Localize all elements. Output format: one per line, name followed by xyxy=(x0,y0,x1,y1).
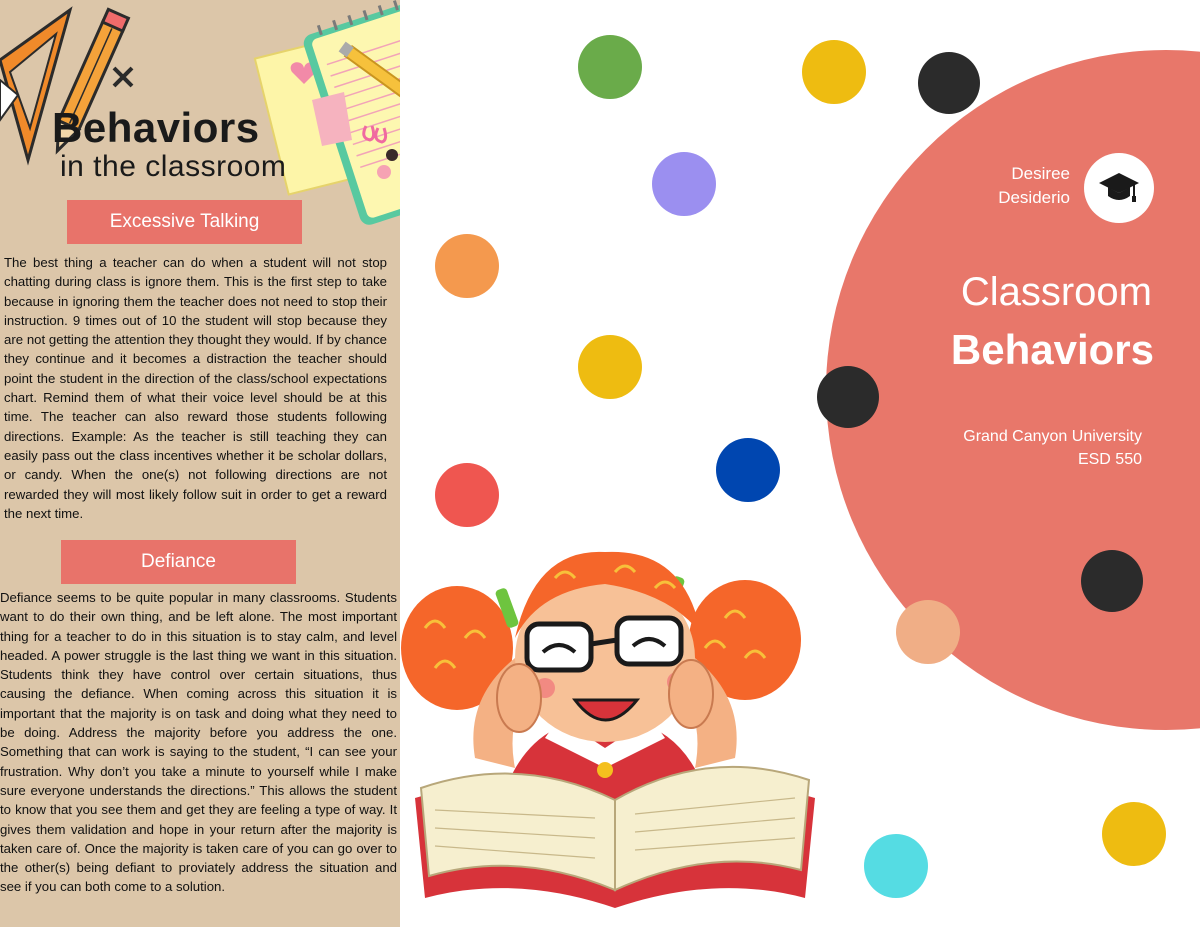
defiance-heading: Defiance xyxy=(61,540,296,584)
panel-subtitle: in the classroom xyxy=(60,150,287,183)
red-dot xyxy=(435,463,499,527)
cover-circle xyxy=(826,50,1200,730)
cover-title-line1: Classroom xyxy=(960,270,1152,314)
school-name: Grand Canyon University xyxy=(963,428,1142,445)
black-dot xyxy=(1081,550,1143,612)
cap-badge xyxy=(1084,153,1154,223)
course-code: ESD 550 xyxy=(1077,451,1142,468)
graduation-cap-icon xyxy=(1099,171,1139,205)
author-name: Desiree Desiderio xyxy=(998,164,1070,207)
cover-title-line2: Behaviors xyxy=(950,326,1154,373)
defiance-text: Defiance seems to be quite popular in many classrooms. Students want to do their own thing, and be left alone. The most important thing for a teacher to do in this situation is to stay calm, and level headed. A power struggle is the last thing we want in this situation. Students think they have control over certain situations, thus causing the defiance. When coming across this situation it is important that the majority is on task and doing what they need to be doing. Address the majority before you address the one. Something that can work is saying to the student, “I can see your frustration. Why don’t you take a minute to yourself while I make sure everyone understands the directions.” This allows the student to know that you see them and get they are feeling a type of way. It gives them validation and hope in your return after the majority is taken care of. Once the majority is taken care of you can go over to the other(s) being defiant to proviately address the situation and see if you can both come to a solution. xyxy=(0,590,397,895)
orange-dot xyxy=(435,234,499,298)
green-dot xyxy=(578,35,642,99)
peach-dot xyxy=(896,600,960,664)
cyan-dot xyxy=(864,834,928,898)
black-dot xyxy=(918,52,980,114)
excessive-talking-text: The best thing a teacher can do when a student will not stop chatting during class is ignore them. This is the first step to take because in ignoring them the teacher does not need to stop their instruction. 9 times out of 10 the student will stop because they are not getting the attention they thought they would. If by chance they continue and it becomes a distraction the teacher should point the student in the direction of the class/school expectations chart. Remind them of what their voice level should be at this time. The teacher can also reward those students following directions. Example: As the teacher is still teaching they can easily pass out the class incentives whether it be scholar dollars, or candy. When the one(s) not following directions are not rewarded they will most likely follow suit in order to get a reward the next time. xyxy=(4,255,387,521)
panel-title: Behaviors xyxy=(52,104,260,151)
lavender-dot xyxy=(652,152,716,216)
excessive-talking-heading: Excessive Talking xyxy=(67,200,302,244)
girl-reading-book-illustration xyxy=(395,548,840,918)
blue-dot xyxy=(716,438,780,502)
black-dot xyxy=(817,366,879,428)
yellow-dot xyxy=(1102,802,1166,866)
left-panel xyxy=(0,0,400,927)
yellow-dot xyxy=(802,40,866,104)
yellow-dot xyxy=(578,335,642,399)
